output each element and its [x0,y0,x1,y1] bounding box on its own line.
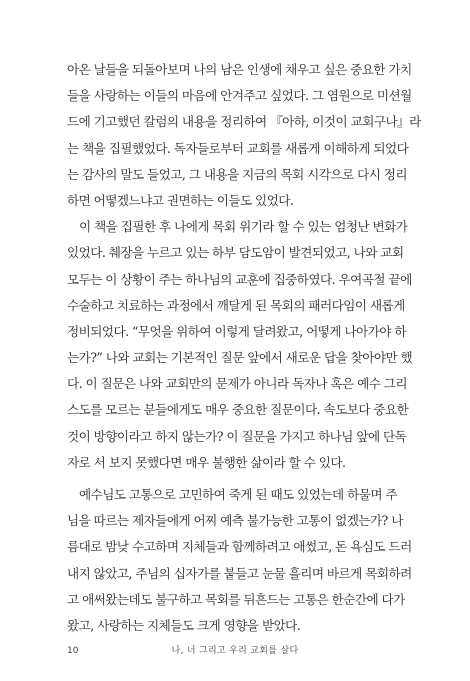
body-text [67,57,421,639]
page-footer [67,643,403,659]
text-line: 정비되었다. “무엇을 위하여 이렇게 달려왔고, 어떻게 나아가야 하 [67,323,406,339]
text-line: 내지 않았고, 주님의 십자가를 붙들고 눈물 흘리며 바르게 목회하려 [67,565,412,581]
paragraph [67,214,413,476]
text-line: 모두는 이 상황이 주는 하나님의 교훈에 집중하였다. 우여곡절 끝에 [67,271,412,287]
text-line: 다. 이 질문은 나와 교회만의 문제가 아니라 독자나 혹은 예수 그리 [67,376,407,392]
text-line: 이 책을 집필한 후 나에게 목회 위기라 할 수 있는 엄청난 변화가 [79,219,408,235]
text-line: 있었다. 췌장을 누르고 있는 하부 담도암이 발견되었고, 나와 교회 [67,245,404,261]
text-line: 왔고, 사랑하는 지체들도 크게 영향을 받았다. [67,617,301,633]
page-number: 10 [67,646,79,656]
text-line: 는 감사의 말도 들었고, 그 내용을 지금의 목회 시각으로 다시 정리 [67,166,407,182]
text-line: 것이 방향이라고 하지 않는가? 이 질문을 가지고 하나님 앞에 단독 [67,428,407,444]
text-line: 예수님도 고통으로 고민하여 죽게 된 때도 있었는데 하물며 주 [79,487,398,502]
text-line: 는가?” 나와 교회는 기본적인 질문 앞에서 새로운 답을 찾아야만 했 [67,350,413,366]
text-line: 님을 따르는 제자들에게 어찌 예측 불가능한 고통이 없겠는가? 나 [67,513,403,529]
text-line: 아온 날들을 되돌아보며 나의 남은 인생에 채우고 싶은 중요한 가치 [67,62,412,77]
text-line: 는 책을 집필했었다. 독자들로부터 교회를 새롭게 이해하게 되었다 [67,140,409,156]
paragraph [67,482,412,639]
text-line: 수술하고 치료하는 과정에서 깨달게 된 목회의 패러다임이 새롭게 [67,297,405,313]
text-line: 하면 어떻겠느냐고 권면하는 이들도 있었다. [67,192,294,208]
text-line: 드에 기고했던 칼럼의 내용을 정리하여 『아하, 이것이 교회구나』라 [67,114,421,130]
paragraph [67,57,421,214]
text-line: 스도를 모르는 분들에게도 매우 중요한 질문이다. 속도보다 중요한 [67,402,409,418]
running-title: 나, 너 그리고 우리 교회를 살다 [171,646,299,656]
text-line: 름대로 밤낮 수고하며 지체들과 함께하려고 애썼고, 돈 욕심도 드러 [67,539,412,555]
text-line: 고 애써왔는데도 불구하고 목회를 뒤흔드는 고통은 한순간에 다가 [67,591,405,607]
text-line: 들을 사랑하는 이들의 마음에 안겨주고 싶었다. 그 염원으로 미션월 [67,88,412,104]
text-line: 자로 서 보지 못했다면 매우 불행한 삶이라 할 수 있다. [67,454,346,470]
